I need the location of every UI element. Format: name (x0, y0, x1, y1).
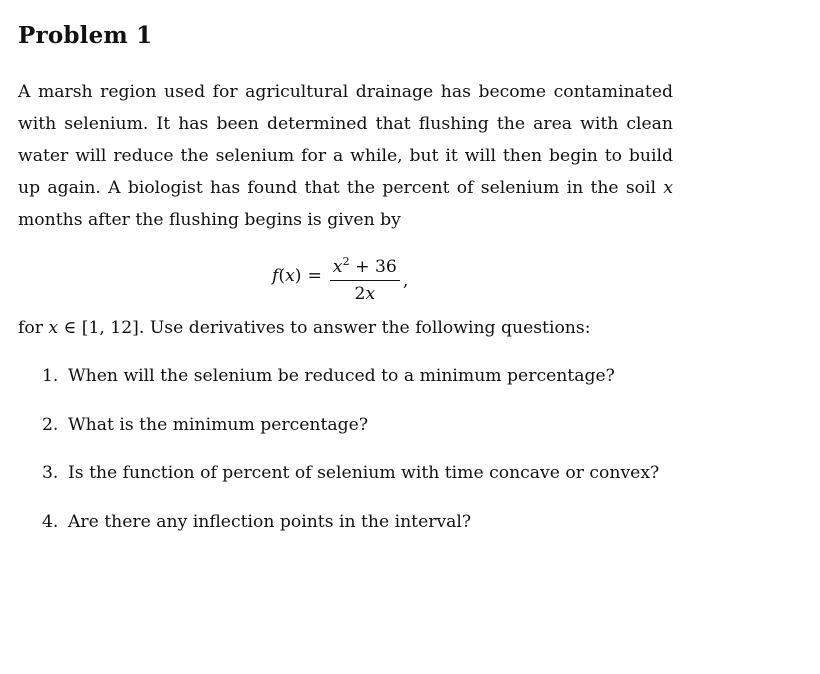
question-4 (42, 510, 471, 534)
question-1-text: When will the selenium be reduced to a minimum percentage? (68, 366, 615, 386)
equation-lhs-var: x (285, 266, 295, 286)
statement-line-4-text: up again. A biologist has found that the percent of selenium in the soil (18, 178, 657, 198)
question-3-number: 3. (42, 463, 59, 483)
equation-open-paren: ( (278, 266, 286, 286)
equation-fraction (330, 252, 400, 304)
domain-statement (18, 312, 591, 344)
equation-fn: f (272, 266, 279, 286)
equation-comma: , (402, 271, 409, 291)
statement-line-4 (18, 172, 673, 204)
statement-line-2: with selenium. It has been determined that flushing the area with clean (18, 114, 673, 134)
numerator-base: x (332, 257, 343, 277)
fraction-numerator (330, 252, 400, 281)
statement-line-1: A marsh region used for agricultural drainage has become contaminated (18, 82, 673, 102)
denominator-coef: 2 (354, 284, 366, 304)
statement-line-3: water will reduce the selenium for a while, but it will then begin to build (18, 146, 673, 166)
denominator-var: x (365, 284, 376, 304)
equals-sign: = (307, 266, 322, 286)
domain-prefix: for (18, 318, 49, 338)
numerator-rest: + 36 (349, 257, 397, 277)
question-1 (42, 364, 615, 388)
domain-variable: x (48, 318, 59, 338)
numerator-exponent: 2 (342, 255, 350, 268)
variable-x: x (663, 178, 674, 198)
question-3-text: Is the function of percent of selenium with time concave or convex? (68, 463, 660, 483)
question-3 (42, 461, 659, 485)
domain-rest: ∈ [1, 12]. Use derivatives to answer the following questions: (58, 318, 591, 338)
question-2 (42, 413, 368, 437)
question-4-text: Are there any inflection points in the interval? (68, 512, 472, 532)
question-2-text: What is the minimum percentage? (68, 415, 369, 435)
problem-statement (18, 76, 673, 236)
statement-line-5: months after the flushing begins is given by (18, 210, 401, 230)
equation-lhs (272, 266, 302, 286)
fraction-denominator (355, 281, 376, 304)
question-2-number: 2. (42, 415, 59, 435)
question-4-number: 4. (42, 512, 59, 532)
problem-title: Problem 1 (18, 22, 153, 49)
question-1-number: 1. (42, 366, 59, 386)
selenium-equation (272, 250, 408, 302)
equation-close-paren: ) (294, 266, 302, 286)
